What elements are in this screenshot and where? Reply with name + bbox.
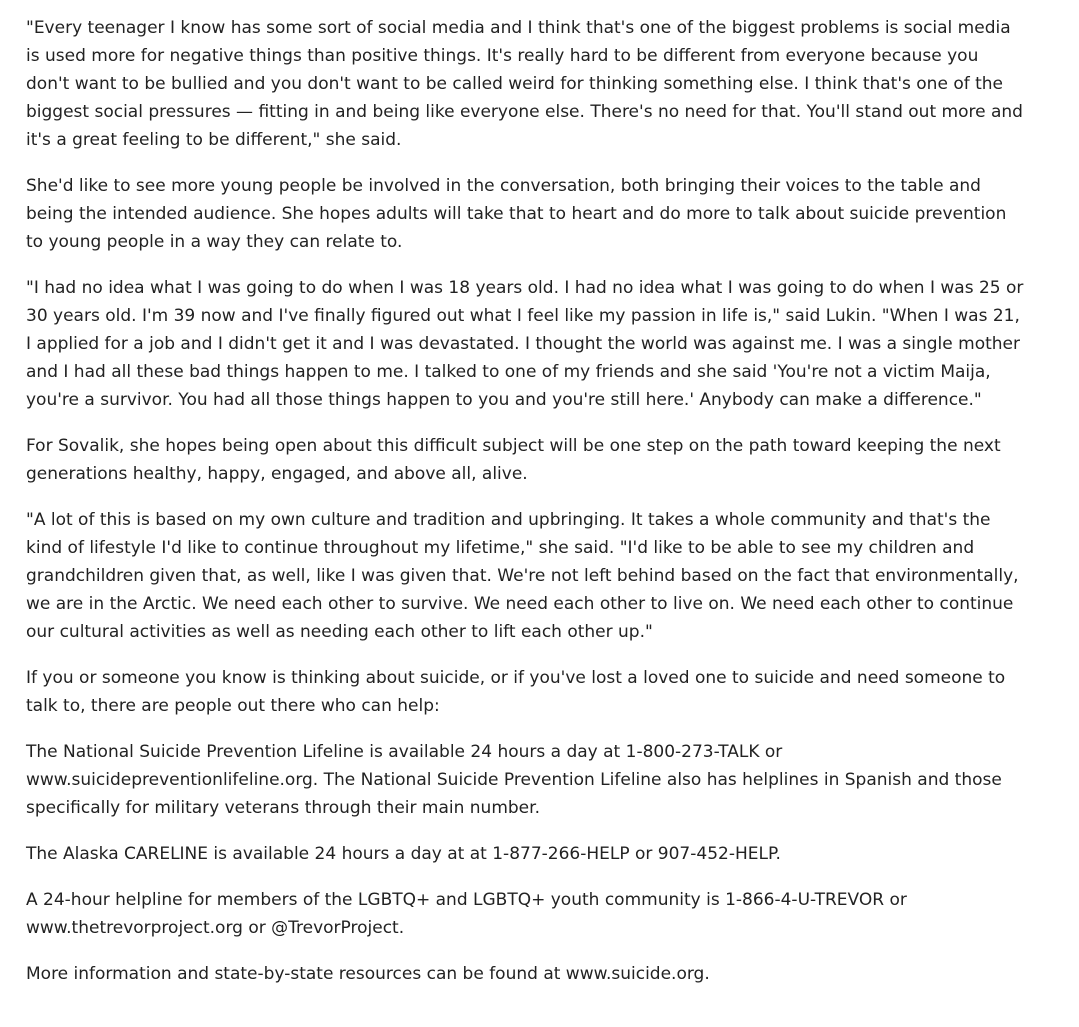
paragraph-help-intro: If you or someone you know is thinking about suicide, or if you've lost a loved one to suicide and need someone to talk to, there are people out there who can help: bbox=[26, 668, 1006, 716]
paragraph-sovalik: For Sovalik, she hopes being open about this difficult subject will be one step on the path toward keeping the next generations healthy, happy, engaged, and above all, alive. bbox=[26, 436, 1001, 484]
paragraph-alaska-careline: The Alaska CARELINE is available 24 hours a day at at 1-877-266-HELP or 907-452-HELP. bbox=[26, 844, 781, 864]
paragraph-more-info: More information and state-by-state resources can be found at www.suicide.org. bbox=[26, 964, 710, 984]
paragraph-culture-quote: "A lot of this is based on my own culture and tradition and upbringing. It takes a whole community and that's the kind of lifestyle I'd like to continue throughout my lifetime," she said. "I'd like to be able to see my children and grandchildren given that, as well, like I was given that. We're not left behind based on the fact that environmentally, we are in the Arctic. We need each other to survive. We need each other to live on. We need each other to continue our cultural activities as well as needing each other to lift each other up." bbox=[26, 510, 1019, 642]
paragraph-lukin-quote: "I had no idea what I was going to do when I was 18 years old. I had no idea what I was going to do when I was 25 or 30 years old. I'm 39 now and I've finally figured out what I feel like my passion in life is," said Lukin. "When I was 21, I applied for a job and I didn't get it and I was devastated. I thought the world was against me. I was a single mother and I had all these bad things happen to me. I talked to one of my friends and she said 'You're not a victim Maija, you're a survivor. You had all those things happen to you and you're still here.' Anybody can make a difference." bbox=[26, 278, 1024, 410]
paragraph-trevor-helpline: A 24-hour helpline for members of the LGBTQ+ and LGBTQ+ youth community is 1-866-4-U-TREVOR or www.thetrevorproject.org or @TrevorProject. bbox=[26, 890, 907, 938]
paragraph-young-people: She'd like to see more young people be involved in the conversation, both bringing their voices to the table and being the intended audience. She hopes adults will take that to heart and do more to talk about suicide prevention to young people in a way they can relate to. bbox=[26, 176, 1007, 252]
paragraph-national-lifeline: The National Suicide Prevention Lifeline is available 24 hours a day at 1-800-273-TALK or www.suicidepreventionlifeline.org. The National Suicide Prevention Lifeline also has helplines in Spanish and those specifically for military veterans through their main number. bbox=[26, 742, 1002, 818]
paragraph-teen-quote: "Every teenager I know has some sort of social media and I think that's one of the biggest problems is social media is used more for negative things than positive things. It's really hard to be different from everyone because you don't want to be bullied and you don't want to be called weird for thinking something else. I think that's one of the biggest social pressures — fitting in and being like everyone else. There's no need for that. You'll stand out more and it's a great feeling to be different," she said. bbox=[26, 18, 1023, 150]
article-body bbox=[26, 14, 1026, 1006]
